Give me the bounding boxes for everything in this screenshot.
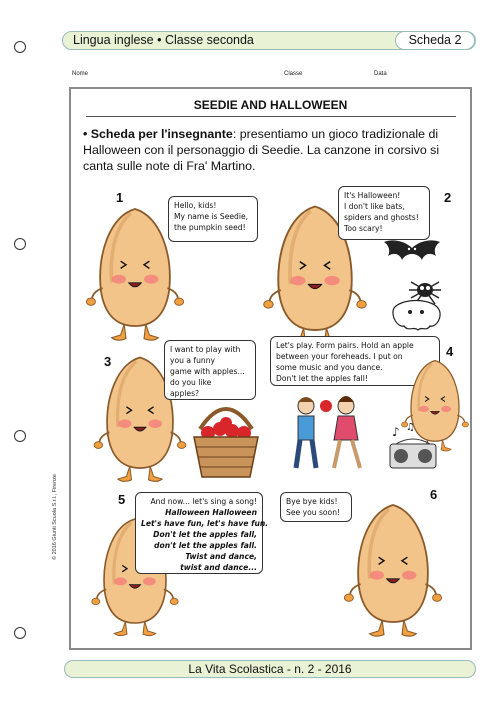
apple-basket-icon (190, 395, 262, 485)
speech-bubble-1: Hello, kids! My name is Seedie, the pumpkin seed! (168, 196, 258, 242)
binder-hole (14, 627, 26, 639)
binder-hole (14, 41, 26, 53)
panel-2-number: 2 (444, 190, 452, 205)
svg-text:♪: ♪ (392, 425, 400, 439)
activity-title: SEEDIE AND HALLOWEEN (193, 98, 348, 112)
name-label: Nome (72, 71, 89, 77)
panel-5-number: 5 (118, 492, 126, 507)
header-band (62, 31, 476, 50)
publication-label: La Vita Scolastica - n. 2 - 2016 (188, 662, 352, 676)
footer-band (64, 660, 476, 678)
ghost-icon (386, 298, 446, 332)
subject-label: Lingua inglese • Classe seconda (73, 33, 254, 47)
intro-text: : presentiamo un gioco tradizionale di Halloween con il personaggio di Seedie. La canzone in corsivo si canta sulle note di Fra' Martino. (83, 127, 440, 173)
seedie-character-1 (90, 200, 180, 340)
panel-6-number: 6 (430, 487, 438, 502)
title-divider (86, 116, 456, 117)
binder-hole (14, 430, 26, 442)
speech-bubble-4: Let's play. Form pairs. Hold an apple between your foreheads. I put on some music and you dance. Don't let the apples fall! (270, 336, 440, 386)
radio-icon (386, 422, 442, 470)
teacher-intro (83, 126, 463, 174)
panel-3-number: 3 (104, 354, 112, 369)
bat-icon (382, 236, 442, 270)
svg-text:♫: ♫ (406, 422, 415, 433)
binder-hole (14, 238, 26, 250)
panel-1-number: 1 (116, 190, 124, 205)
date-label: Data (374, 71, 387, 77)
speech-bubble-6: Bye bye kids! See you soon! (280, 492, 352, 522)
copyright-notice: © 2016 Giunti Scuola S.r.l., Firenze (52, 474, 58, 560)
panel-4-number: 4 (446, 344, 454, 359)
seedie-character-6 (345, 498, 445, 638)
sheet-label: Scheda 2 (395, 31, 475, 50)
class-label: Classe (284, 71, 303, 77)
song-bubble-5: And now... let's sing a song! Halloween Halloween Let's have fun, let's have fun. Don't let the apples fall, don't let the apples fall. Twist and dance, twist and dance... (135, 492, 263, 574)
speech-bubble-2: It's Halloween! I don't like bats, spiders and ghosts! Too scary! (338, 186, 430, 240)
intro-bold: • Scheda per l'insegnante (83, 127, 233, 141)
speech-bubble-3: I want to play with you a funny game with apples... do you like apples? (164, 340, 256, 400)
dancing-children-icon (270, 392, 380, 482)
